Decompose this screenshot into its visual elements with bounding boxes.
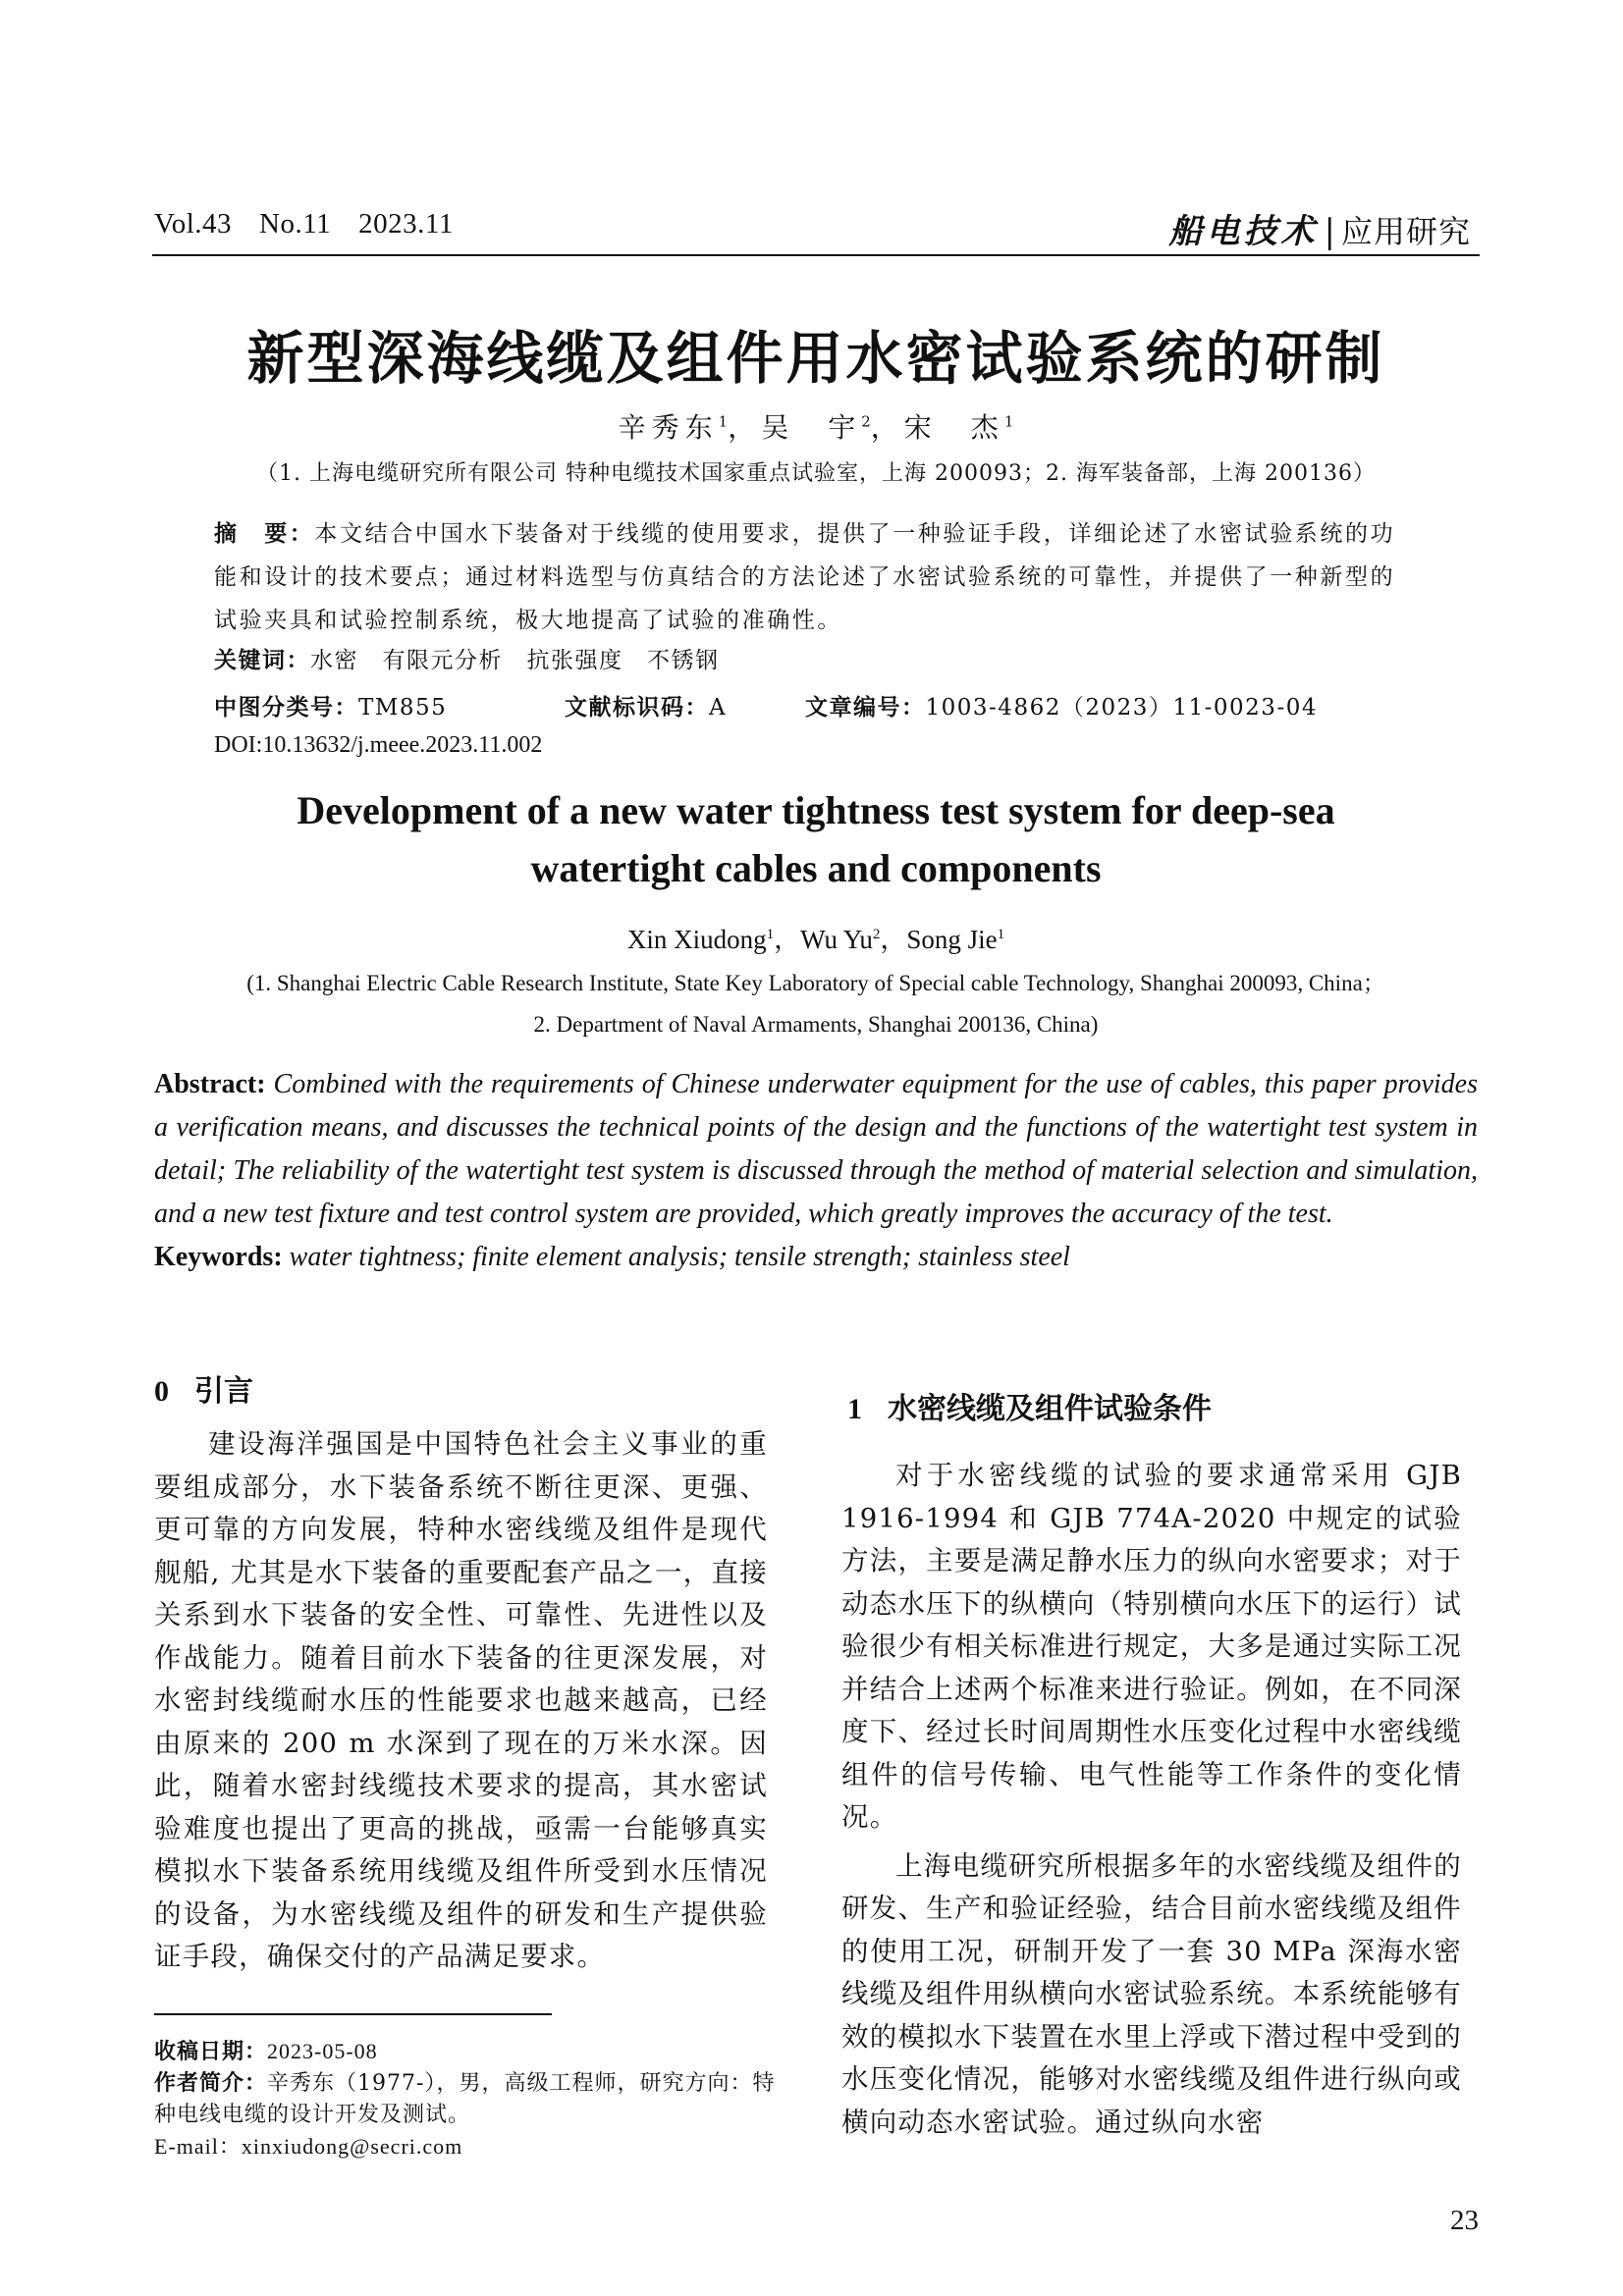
section-0-heading [154, 1366, 253, 1410]
keywords-en [154, 1236, 1478, 1279]
author-affil-mark: 1 [766, 927, 775, 942]
keyword: 抗张强度 [526, 648, 623, 673]
abstract-en-text: Combined with the requirements of Chinese underwater equipment for the use of cables, this paper provides a verification means, and discusses the technical points of the design and the functions of the watertight test system in detail; The reliability of the watertight test system is discussed through the method of material selection and simulation, and a new test fixture and test control system are provided, which greatly improves the accuracy of the test. [154, 1069, 1478, 1229]
doc-code [565, 689, 727, 721]
header-rule [152, 254, 1480, 256]
bio-label: 作者简介： [154, 2071, 268, 2096]
footnote-rule [154, 2013, 552, 2015]
keywords-en-label: Keywords: [154, 1242, 283, 1272]
article-number-label: 文章编号： [805, 695, 926, 721]
clc-label: 中图分类号： [214, 695, 358, 721]
paragraph: 上海电缆研究所根据多年的水密线缆及组件的研发、生产和验证经验，结合目前水密线缆及组件的使用工况，研制开发了一套 30 MPa 深海水密线缆及组件用纵横向水密试验系统。本系统能够有效的模拟水下装置在水里上浮或下潜过程中受到的水压变化情况，能够对水密线缆及组件进行纵向或横向动态水密试验。通过纵向水密 [841, 1849, 1462, 2138]
author-name: Wu Yu [800, 925, 873, 954]
classification-line [214, 689, 447, 721]
affiliation-en-line: 2. Department of Naval Armaments, Shanghai 200136, China) [533, 1012, 1099, 1037]
paragraph: 对于水密线缆的试验的要求通常采用 GJB 1916-1994 和 GJB 774A-2020 中规定的试验方法，主要是满足静水压力的纵向水密要求；对于动态水压下的纵横向（特别横向水压下的运行）试验很少有相关标准进行规定，大多是通过实际工况并结合上述两个标准来进行验证。例如，在不同深度下、经过长时间周期性水压变化过程中水密线缆组件的信号传输、电气性能等工作条件的变化情况。 [841, 1460, 1462, 1833]
section-name: 应用研究 [1340, 213, 1471, 250]
doc-code-label: 文献标识码： [565, 695, 709, 721]
keywords-cn [214, 642, 720, 674]
section-title: 引言 [194, 1374, 253, 1409]
clc-value: TM855 [358, 695, 448, 721]
article-number-value: 1003-4862（2023）11-0023-04 [925, 695, 1318, 721]
keywords-cn-label: 关键词： [214, 648, 310, 673]
author-bio [154, 2068, 783, 2131]
abstract-cn-label: 摘 要： [214, 521, 315, 547]
authors-cn: 辛秀东$^1$，吴 宇$^2$，宋 杰$^1$ [618, 411, 1014, 444]
section-number: 0 [154, 1375, 169, 1408]
keyword: 不锈钢 [647, 648, 720, 673]
author-name: 辛秀东 [618, 411, 719, 444]
bio-text: 辛秀东（1977-），男，高级工程师，研究方向：特种电线电缆的设计开发及测试。 [154, 2071, 776, 2127]
footnote [154, 2036, 783, 2163]
section-number: 1 [847, 1393, 862, 1425]
journal-issue-info [154, 208, 481, 240]
author-affil-mark: 1 [1003, 412, 1014, 431]
header-separator: | [1324, 212, 1335, 251]
section-title: 水密线缆及组件试验条件 [888, 1392, 1212, 1426]
affiliation-en [152, 963, 1480, 1045]
title-en-line: watertight cables and components [530, 846, 1102, 890]
author-email: E-mail：xinxiudong@secri.com [154, 2134, 463, 2159]
keyword: 水密 [310, 648, 358, 673]
received-date [154, 2036, 783, 2068]
author-name: 吴 宇 [761, 411, 862, 444]
author-name: 宋 杰 [903, 411, 1004, 444]
author-affil-mark: 2 [872, 927, 881, 942]
title-en-line: Development of a new water tightness test system for deep-sea [297, 788, 1335, 832]
article-number [805, 689, 1318, 721]
section-1-body [841, 1455, 1462, 2150]
authors-en: Xin Xiudong$^1$，Wu Yu$^2$，Song Jie$^1$ [626, 925, 1005, 954]
doi: DOI:10.13632/j.meee.2023.11.002 [214, 732, 543, 758]
received-value: 2023-05-08 [267, 2039, 378, 2063]
doc-code-value: A [709, 695, 728, 721]
volume: Vol.43 [154, 208, 233, 240]
paper-title-en [152, 781, 1480, 897]
author-name: Song Jie [906, 925, 998, 954]
affiliation-cn: （1. 上海电缆研究所有限公司 特种电缆技术国家重点试验室，上海 200093；2. 海军装备部，上海 200136） [256, 461, 1376, 486]
section-1-heading [847, 1384, 1212, 1427]
abstract-en-label: Abstract: [154, 1069, 266, 1099]
journal-banner [1169, 204, 1471, 252]
issue-date: 2023.11 [358, 208, 454, 240]
section-0-body [154, 1423, 768, 1985]
keywords-en-text: water tightness; finite element analysis; tensile strength; stainless steel [289, 1242, 1070, 1272]
journal-name: 船电技术 [1168, 212, 1319, 251]
received-label: 收稿日期： [154, 2040, 268, 2064]
keyword: 有限元分析 [382, 648, 503, 673]
page-number: 23 [1450, 2205, 1479, 2236]
issue-number: No.11 [259, 208, 332, 240]
paper-title-cn: 新型深海线缆及组件用水密试验系统的研制 [246, 325, 1385, 392]
abstract-cn-text: 本文结合中国水下装备对于线缆的使用要求，提供了一种验证手段，详细论述了水密试验系统的功能和设计的技术要点；通过材料选型与仿真结合的方法论述了水密试验系统的可靠性，并提供了一种新型的试验夹具和试验控制系统，极大地提高了试验的准确性。 [214, 521, 1396, 633]
author-affil-mark: 2 [861, 412, 871, 431]
paragraph: 建设海洋强国是中国特色社会主义事业的重要组成部分，水下装备系统不断往更深、更强、更可靠的方向发展，特种水密线缆及组件是现代舰船, 尤其是水下装备的重要配套产品之一，直接关系到水下装备的安全性、可靠性、先进性以及作战能力。随着目前水下装备的往更深发展，对水密封线缆耐水压的性能要求也越来越高，已经由原来的 200 m 水深到了现在的万米水深。因此，随着水密封线缆技术要求的提高，其水密试验难度也提出了更高的挑战，亟需一台能够真实模拟水下装备系统用线缆及组件所受到水压情况的设备，为水密线缆及组件的研发和生产提供验证手段，确保交付的产品满足要求。 [154, 1428, 768, 1972]
author-name: Xin Xiudong [626, 925, 767, 954]
author-affil-mark: 1 [718, 412, 729, 431]
abstract-en [154, 1063, 1478, 1279]
abstract-cn [214, 512, 1420, 642]
affiliation-en-line: (1. Shanghai Electric Cable Research Institute, State Key Laboratory of Special cable Technology, Shanghai 200093, China； [246, 971, 1385, 995]
author-affil-mark: 1 [997, 927, 1005, 942]
